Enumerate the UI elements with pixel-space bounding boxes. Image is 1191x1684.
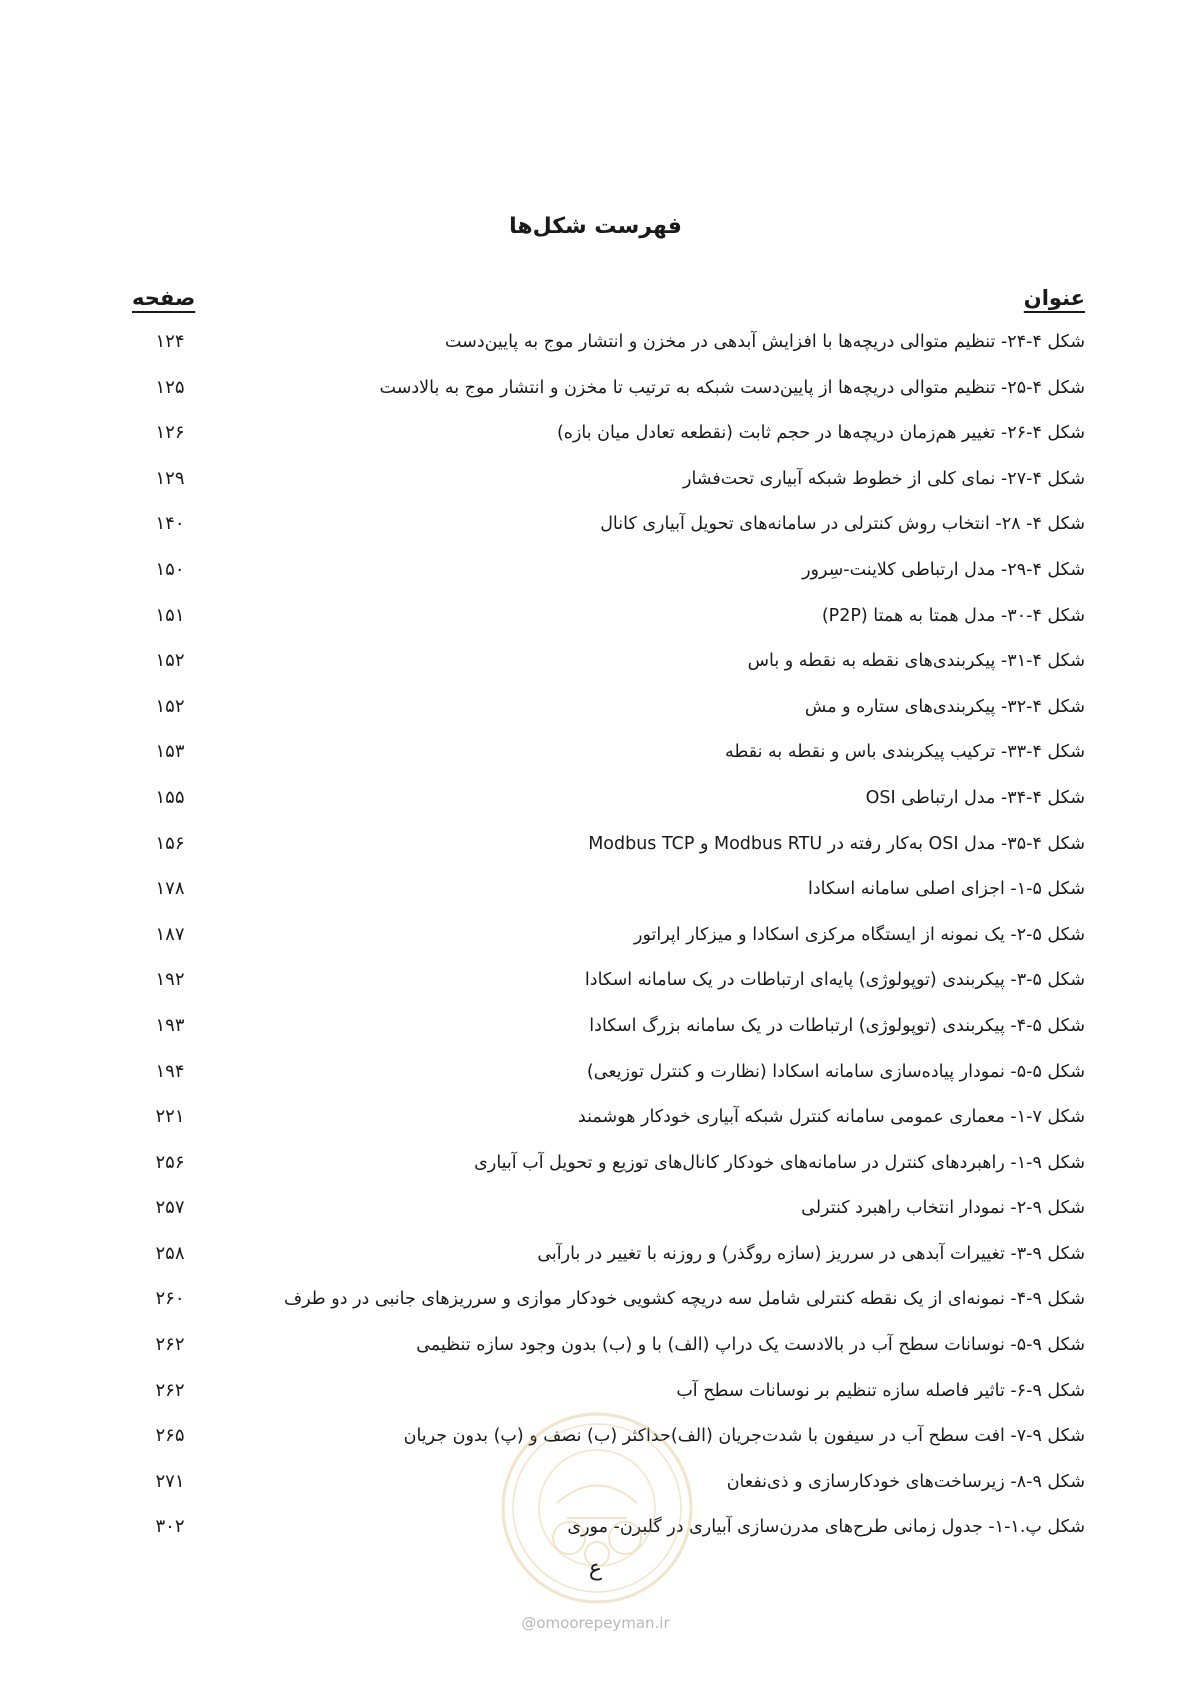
list-item[interactable] [0,464,1191,510]
figure-title: شکل ۴-۲۶- تغییر هم‌زمان دریچه‌ها در حجم ثابت (نقطعه تعادل میان بازه) [556,423,1085,444]
list-item[interactable] [0,1011,1191,1057]
figure-title: شکل ۴-۳۰- مدل همتا به همتا (P2P) [821,605,1085,626]
figure-title: شکل ۹-۴- نمونه‌ای از یک نقطه کنترلی شامل سه دریچه کشویی خودکار موازی و سرریزهای جانبی در دو طرف [284,1289,1085,1310]
figure-page-number: ۲۶۲ [155,1379,185,1401]
list-item[interactable] [0,1284,1191,1330]
figure-title: شکل ۹-۱- راهبردهای کنترل در سامانه‌های خودکار کانال‌های توزیع و تحویل آب آبیاری [474,1152,1085,1173]
figure-page-number: ۲۵۸ [155,1242,185,1264]
figure-page-number: ۲۶۰ [155,1288,185,1310]
figure-title: شکل ۹-۵- نوسانات سطح آب در بالادست یک دراپ (الف) با و (ب) بدون وجود سازه تنظیمی [416,1335,1085,1356]
figure-list [0,327,1191,1558]
figure-title: شکل ۴-۲۵- تنظیم متوالی دریچه‌ها از پایین‌دست شبکه به ترتیب تا مخزن و انتشار موج به بالادست [379,377,1085,398]
figure-page-number: ۱۵۱ [155,604,185,626]
figure-title: شکل ۴- ۲۸- انتخاب روش کنترلی در سامانه‌های تحویل آبیاری کانال [600,514,1085,535]
figure-title: شکل ۴-۲۹- مدل ارتباطی کلاینت-سِرور [802,559,1085,580]
page-number: ع [588,1556,603,1581]
list-item[interactable] [0,1239,1191,1285]
figure-page-number: ۱۲۶ [155,422,185,444]
figure-page-number: ۱۲۴ [155,331,185,352]
figure-page-number: ۱۹۲ [155,969,185,991]
figure-title: شکل ۵-۴- پیکربندی (توپولوژی) ارتباطات در یک سامانه بزرگ اسکادا [589,1015,1085,1036]
list-item[interactable] [0,1148,1191,1194]
list-item[interactable] [0,373,1191,419]
figure-page-number: ۲۶۲ [155,1334,185,1356]
figure-page-number: ۱۴۰ [155,513,185,535]
site-credit: @omoorepeyman.ir [521,1614,670,1632]
list-item[interactable] [0,327,1191,373]
figure-title: شکل ۹-۲- نمودار انتخاب راهبرد کنترلی [801,1198,1085,1219]
column-header-page: صفحه [132,286,196,310]
figure-title: شکل ۴-۲۷- نمای کلی از خطوط شبکه آبیاری تحت‌فشار [683,468,1085,489]
figure-title: شکل ۵-۱- اجزای اصلی سامانه اسکادا [808,879,1085,900]
figure-page-number: ۱۹۴ [155,1060,185,1082]
figure-title: شکل ۷-۱- معماری عمومی سامانه کنترل شبکه آبیاری خودکار هوشمند [577,1107,1085,1128]
list-item[interactable] [0,1057,1191,1103]
list-item[interactable] [0,418,1191,464]
figure-page-number: ۱۸۷ [155,923,185,945]
list-item[interactable] [0,1330,1191,1376]
figure-page-number: ۳۰۲ [155,1516,185,1538]
figure-page-number: ۲۵۶ [155,1151,185,1173]
list-item[interactable] [0,874,1191,920]
figure-page-number: ۱۷۸ [155,878,185,900]
figure-page-number: ۱۵۲ [155,695,185,717]
figure-title: شکل ۵-۳- پیکربندی (توپولوژی) پایه‌ای ارتباطات در یک سامانه اسکادا [584,970,1085,991]
figure-title: شکل ۵-۵- نمودار پیاده‌سازی سامانه اسکادا (نظارت و کنترل توزیعی) [586,1061,1085,1082]
list-item[interactable] [0,1193,1191,1239]
figure-page-number: ۲۵۷ [155,1197,185,1219]
figure-title: شکل ۹-۶- تاثیر فاصله سازه تنظیم بر نوسانات سطح آب [676,1380,1085,1401]
figure-page-number: ۱۲۹ [155,467,185,489]
figure-page-number: ۲۲۱ [155,1106,185,1128]
figure-page-number: ۲۷۱ [155,1470,185,1492]
list-item[interactable] [0,829,1191,875]
list-item[interactable] [0,692,1191,738]
list-item[interactable] [0,920,1191,966]
figure-title: شکل ۴-۳۴- مدل ارتباطی OSI [865,787,1085,808]
figure-title: شکل ۴-۲۴- تنظیم متوالی دریچه‌ها با افزایش آبدهی در مخزن و انتشار موج به پایین‌دست [444,332,1085,352]
list-item[interactable] [0,737,1191,783]
list-item[interactable] [0,1102,1191,1148]
page-title: فهرست شکل‌ها [509,214,682,239]
list-item[interactable] [0,783,1191,829]
figure-title: شکل ۴-۳۵- مدل OSI به‌کار رفته در Modbus RTU و Modbus TCP [588,833,1085,854]
list-item[interactable] [0,965,1191,1011]
figure-page-number: ۱۵۳ [155,741,185,763]
figure-page-number: ۱۵۶ [155,832,185,854]
list-item[interactable] [0,555,1191,601]
figure-title: شکل ۹-۷- افت سطح آب در سیفون با شدت‌جریان (الف)حداکثر (ب) نصف و (پ) بدون جریان [403,1426,1085,1447]
figure-title: شکل ۹-۸- زیرساخت‌های خودکارسازی و ذی‌نفعان [726,1471,1085,1492]
figure-page-number: ۱۵۵ [155,786,185,808]
list-item[interactable] [0,509,1191,555]
figure-title: شکل ۴-۳۲- پیکربندی‌های ستاره و مش [804,696,1085,717]
figure-title: شکل پ.۱-۱- جدول زمانی طرح‌های مدرن‌سازی آبیاری در گلبرن- موری [567,1517,1085,1538]
list-item[interactable] [0,646,1191,692]
figure-page-number: ۱۵۲ [155,650,185,672]
figure-page-number: ۱۹۳ [155,1014,185,1036]
figure-title: شکل ۹-۳- تغییرات آبدهی در سرریز (سازه روگذر) و روزنه با تغییر در بارآبی [537,1243,1085,1264]
figure-page-number: ۱۲۵ [155,376,185,398]
column-header-title: عنوان [1023,286,1085,310]
list-item[interactable] [0,601,1191,647]
figure-page-number: ۲۶۵ [155,1425,185,1447]
figure-page-number: ۱۵۰ [155,558,185,580]
figure-title: شکل ۴-۳۱- پیکربندی‌های نقطه به نقطه و باس [747,651,1085,672]
figure-title: شکل ۵-۲- یک نمونه از ایستگاه مرکزی اسکادا و میزکار اپراتور [634,924,1085,945]
figure-title: شکل ۴-۳۳- ترکیب پیکربندی باس و نقطه به نقطه [725,742,1085,763]
